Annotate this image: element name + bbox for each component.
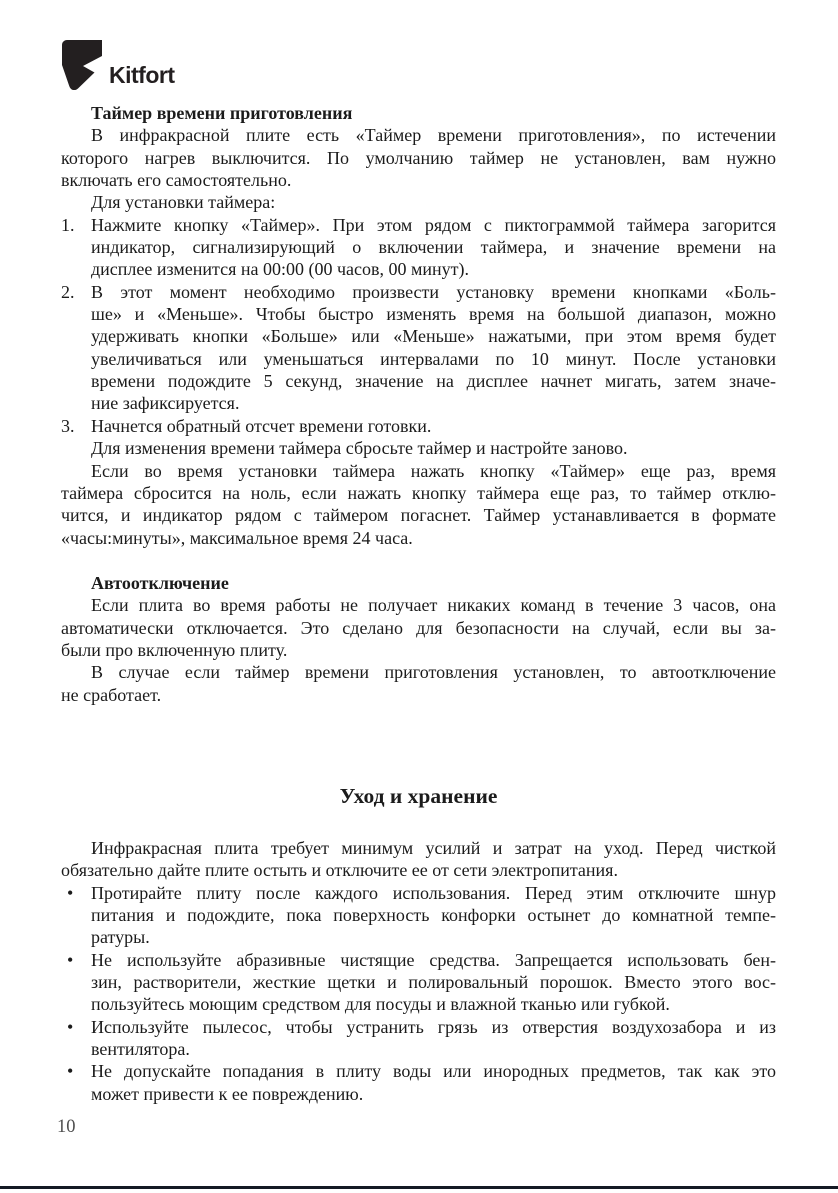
list-marker: 1.: [61, 214, 75, 235]
paragraph: [61, 837, 776, 882]
kitfort-logo-mark-icon: [62, 40, 102, 90]
text-line: были про включенную плиту.: [61, 639, 288, 660]
paragraph: [61, 661, 776, 706]
section-heading: Автоотключение: [91, 572, 229, 593]
text-line: увеличиваться или уменьшаться интервалами по 10 минут. После установки: [91, 348, 776, 369]
text-line: пользуйтесь моющим средством для посуды и влажной тканью или губкой.: [91, 994, 670, 1015]
text-line: не сработает.: [61, 684, 162, 705]
text-line: Не используйте абразивные чистящие средства. Запрещается использовать бен-: [91, 949, 776, 970]
text-line: таймера сбросится на ноль, если нажать кнопку таймера еще раз, то таймер отклю-: [61, 482, 776, 503]
text-line: ше» и «Меньше». Чтобы быстро изменять время на большой диапазон, можно: [91, 304, 776, 325]
text-line: Не допускайте попадания в плиту воды или инородных предметов, так как это: [91, 1061, 776, 1082]
paragraph: [61, 437, 776, 459]
text-line: ратуры.: [91, 927, 150, 948]
text-line: автоматически отключается. Это сделано для безопасности на случай, если вы за-: [61, 617, 776, 638]
text-line: В случае если таймер времени приготовления установлен, то автоотключение: [91, 662, 776, 683]
text-line: которого нагрев выключится. По умолчанию таймер не установлен, вам нужно: [61, 147, 776, 168]
numbered-item: [61, 415, 776, 437]
text-line: Для установки таймера:: [91, 192, 276, 213]
page-title: Уход и хранение: [339, 783, 498, 808]
paragraph: [61, 460, 776, 549]
list-marker: •: [67, 1016, 74, 1037]
text-line: В этот момент необходимо произвести установку времени кнопками «Боль-: [91, 281, 776, 302]
bullet-item: [61, 882, 776, 949]
list-marker: 2.: [61, 281, 75, 302]
text-line: Протирайте плиту после каждого использования. Перед этим отключите шнур: [91, 882, 776, 903]
section-heading: Таймер времени приготовления: [91, 103, 353, 123]
paragraph: [61, 124, 776, 191]
text-line: Начнется обратный отсчет времени готовки.: [91, 415, 432, 436]
text-line: вентилятора.: [91, 1039, 190, 1060]
list-marker: •: [67, 949, 74, 970]
page-number: 10: [57, 1117, 76, 1137]
text-line: чится, и индикатор рядом с таймером погаснет. Таймер устанавливается в формате: [61, 505, 776, 526]
document-content: [61, 102, 776, 1105]
kitfort-logo-text: Kitfort: [109, 62, 175, 88]
bullet-item: [61, 949, 776, 1016]
text-line: Инфракрасная плита требует минимум усилий и затрат на уход. Перед чисткой: [91, 837, 776, 858]
text-line: Для изменения времени таймера сбросьте таймер и настройте заново.: [91, 438, 628, 459]
text-line: Используйте пылесос, чтобы устранить грязь из отверстия воздухозабора и из: [91, 1016, 776, 1037]
text-line: «часы:минуты», максимальное время 24 часа.: [61, 527, 413, 548]
paragraph: [61, 594, 776, 661]
text-line: времени подождите 5 секунд, значение на дисплее начнет мигать, затем значе-: [91, 371, 776, 392]
text-line: удерживать кнопки «Больше» или «Меньше» нажатыми, при этом время будет: [91, 326, 776, 347]
list-marker: •: [67, 882, 74, 903]
footer-rule: [0, 1186, 838, 1189]
kitfort-logo: [62, 40, 174, 90]
list-marker: •: [67, 1061, 74, 1082]
text-line: Если плита во время работы не получает никаких команд в течение 3 часов, она: [91, 595, 776, 616]
text-line: зин, растворители, жесткие щетки и полировальный порошок. Вместо этого вос-: [91, 972, 776, 992]
text-line: индикатор, сигнализирующий о включении таймера, и значение времени на: [91, 237, 776, 258]
text-line: дисплее изменится на 00:00 (00 часов, 00 минут).: [91, 259, 470, 280]
text-line: В инфракрасной плите есть «Таймер времени приготовления», по истечении: [91, 125, 776, 146]
text-line: обязательно дайте плите остыть и отключите ее от сети электропитания.: [61, 860, 618, 881]
bullet-item: [61, 1060, 776, 1105]
paragraph: [61, 191, 776, 213]
bullet-item: [61, 1016, 776, 1061]
text-line: Если во время установки таймера нажать кнопку «Таймер» еще раз, время: [91, 460, 776, 481]
text-line: включать его самостоятельно.: [61, 170, 292, 191]
text-line: Нажмите кнопку «Таймер». При этом рядом с пиктограммой таймера загорится: [91, 214, 776, 235]
numbered-item: [61, 214, 776, 281]
text-line: может привести к ее повреждению.: [91, 1083, 364, 1104]
text-line: ние зафиксируется.: [91, 393, 240, 414]
text-line: питания и подождите, пока поверхность конфорки остынет до комнатной темпе-: [91, 904, 776, 925]
list-marker: 3.: [61, 415, 75, 436]
numbered-item: [61, 281, 776, 415]
